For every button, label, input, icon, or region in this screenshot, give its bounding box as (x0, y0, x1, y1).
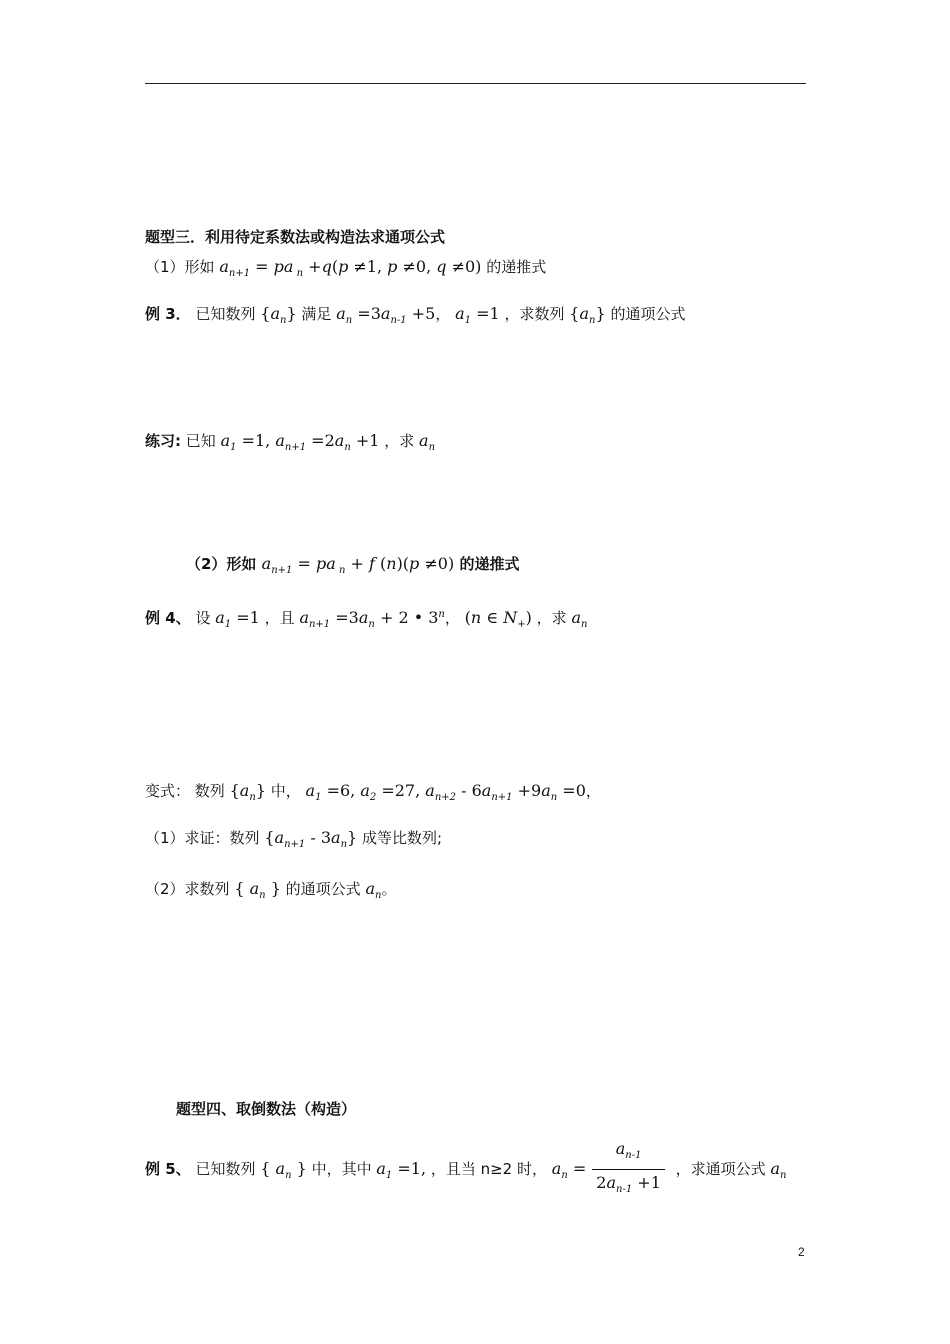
variant-q2-target: $a_n$ (365, 879, 382, 901)
example4-text3: ，求 (536, 609, 567, 627)
practice-target: $a_n$ (419, 431, 436, 453)
section4-title: 题型四、取倒数法（构造） (176, 1100, 357, 1118)
example3-line: 例 3． 已知数列 $\{a_n\}$ 满足 $a_n =3a_{n-1} +5$， $a_1 =1$ ，求数列 $\{a_n\}$ 的通项公式 (145, 304, 686, 326)
section3-title: 题型三．利用待定系数法或构造法求通项公式 (145, 228, 446, 246)
example5-formula: $a_n$ = $\frac{a_{n-1}}{2a_{n-1} +1}$ (552, 1159, 671, 1178)
practice-formula: $a_1 =1$, $a_{n+1} =2a_n +1$ (220, 431, 380, 453)
example5-seq: { $a_n$ } (260, 1159, 307, 1181)
example4-text2: ，且 (264, 609, 295, 627)
variant-seq: $\{a_n\}$ (229, 781, 266, 803)
example3-initial: $a_1 =1$ (455, 304, 500, 326)
item2-formula: $a_{n+1}$ = pa $_n$ + f (n)(p ≠0) (261, 554, 455, 576)
variant-q1-seq: $\{a_{n+1} - 3a_n\}$ (264, 828, 358, 850)
variant-q1-line (145, 827, 442, 856)
example5-initial: $a_1 =1$, (376, 1159, 427, 1181)
example3-text2: 满足 (301, 305, 332, 323)
example3-seq2: $\{a_n\}$ (569, 304, 606, 326)
example3-seq1: $\{a_n\}$ (260, 304, 297, 326)
variant-q2-text: 的通项公式 (285, 880, 361, 898)
example5-text2: 中，其中 (311, 1160, 372, 1178)
example5-text3: ，且当 n≥2 时， (430, 1160, 547, 1178)
item1-prefix: （1）形如 (145, 258, 215, 276)
practice-text1: 已知 (185, 432, 216, 450)
item2-line (186, 553, 519, 582)
variant-text1: 数列 (194, 782, 225, 800)
variant-q1-suffix: 成等比数列; (361, 829, 443, 847)
practice-line (145, 430, 435, 459)
page-number: 2 (798, 1245, 805, 1259)
variant-label: 变式： (145, 782, 191, 800)
example4-line: 例 4、 设 $a_1 =1$ ，且 $a_{n+1} =3a_n + 2$ • 3$^n$， (n ∈ $N_+$) ，求 $a_n$ (145, 608, 588, 630)
example3-text4: 的通项公式 (610, 305, 686, 323)
example5-label: 例 5、 (145, 1160, 191, 1178)
header-rule (145, 83, 806, 84)
item1-formula: $a_{n+1}$ = pa $_n$ +q(p ≠1, p ≠0, q ≠0) (219, 257, 482, 279)
variant-q2-seq: { $a_n$ } (234, 879, 281, 901)
practice-label: 练习: (145, 432, 181, 450)
variant-q2-prefix: （2）求数列 (145, 880, 230, 898)
variant-text2: 中， (270, 782, 301, 800)
example4-domain: (n ∈ $N_+$) (464, 608, 532, 630)
example5-target: $a_n$ (770, 1159, 787, 1181)
variant-q2-period: 。 (381, 880, 397, 898)
example3-text3: ，求数列 (504, 305, 565, 323)
example4-formula: $a_{n+1} =3a_n + 2$ • 3$^n$ (299, 608, 445, 630)
example5-text1: 已知数列 (195, 1160, 256, 1178)
example5-text4: ，求通项公式 (675, 1160, 766, 1178)
item2-suffix: 的递推式 (459, 555, 520, 573)
example3-text1: 已知数列 (195, 305, 256, 323)
example3-label: 例 3． (145, 305, 191, 323)
practice-text2: ，求 (384, 432, 415, 450)
example4-text1: 设 (195, 609, 211, 627)
example5-line (145, 1138, 786, 1201)
item2-label: （2）形如 (186, 555, 257, 573)
variant-q1-prefix: （1）求证：数列 (145, 829, 260, 847)
item1-line (145, 256, 546, 285)
example4-label: 例 4、 (145, 609, 191, 627)
variant-q2-line (145, 878, 396, 907)
item1-suffix: 的递推式 (486, 258, 547, 276)
example4-target: $a_n$ (571, 608, 588, 630)
example3-formula: $a_n =3a_{n-1} +5$ (336, 304, 436, 326)
variant-formula: $a_1 =6$, $a_2 =27$, $a_{n+2} - 6a_{n+1} +9a_n =0$ (305, 781, 586, 803)
example4-initial: $a_1 =1$ (215, 608, 260, 630)
variant-line: 变式： 数列 $\{a_n\}$ 中， $a_1 =6$, $a_2 =27$, $a_{n+2} - 6a_{n+1} +9a_n =0$， (145, 781, 601, 803)
